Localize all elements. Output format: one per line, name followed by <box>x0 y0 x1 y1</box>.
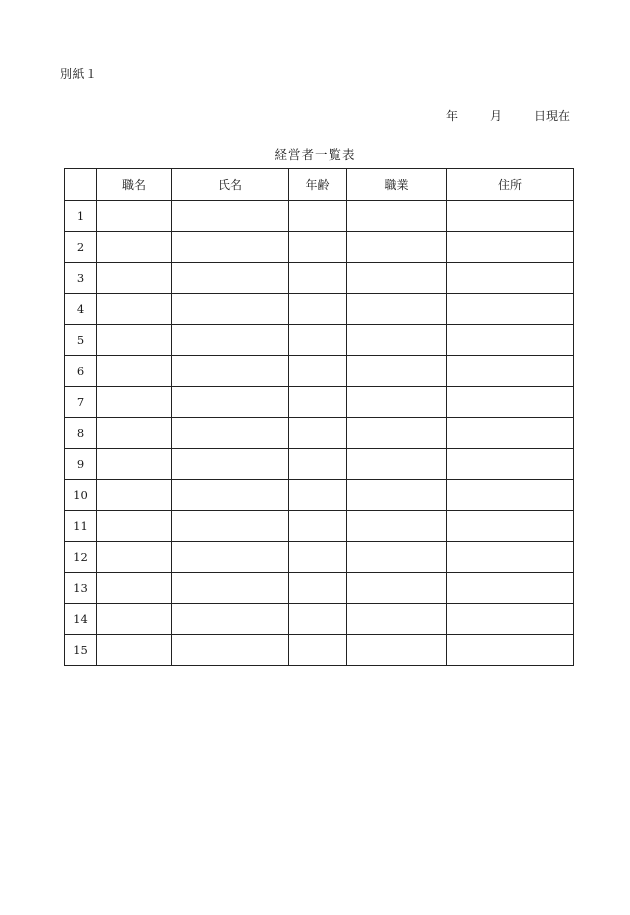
name-cell[interactable] <box>172 635 289 666</box>
occupation-cell[interactable] <box>347 573 447 604</box>
position-cell[interactable] <box>97 604 172 635</box>
position-cell[interactable] <box>97 201 172 232</box>
row-number-cell: 10 <box>65 480 97 511</box>
table-row <box>65 294 574 325</box>
age-cell[interactable] <box>289 263 347 294</box>
row-number-cell: 3 <box>65 263 97 294</box>
age-cell[interactable] <box>289 449 347 480</box>
table-row <box>65 635 574 666</box>
address-cell[interactable] <box>447 325 574 356</box>
address-cell[interactable] <box>447 635 574 666</box>
name-cell[interactable] <box>172 201 289 232</box>
age-cell[interactable] <box>289 542 347 573</box>
age-cell[interactable] <box>289 418 347 449</box>
table-row <box>65 325 574 356</box>
table-row <box>65 232 574 263</box>
header-cell-name: 氏名 <box>172 169 289 201</box>
table-row <box>65 356 574 387</box>
address-cell[interactable] <box>447 604 574 635</box>
address-cell[interactable] <box>447 542 574 573</box>
attachment-label: 別紙１ <box>60 67 98 81</box>
name-cell[interactable] <box>172 325 289 356</box>
table-row <box>65 573 574 604</box>
document-title: 経営者一覧表 <box>274 147 356 162</box>
age-cell[interactable] <box>289 604 347 635</box>
name-cell[interactable] <box>172 480 289 511</box>
position-cell[interactable] <box>97 480 172 511</box>
table-row <box>65 418 574 449</box>
row-number-cell: 7 <box>65 387 97 418</box>
address-cell[interactable] <box>447 356 574 387</box>
age-cell[interactable] <box>289 294 347 325</box>
position-cell[interactable] <box>97 418 172 449</box>
position-cell[interactable] <box>97 356 172 387</box>
occupation-cell[interactable] <box>347 449 447 480</box>
header-cell-address: 住所 <box>447 169 574 201</box>
position-cell[interactable] <box>97 449 172 480</box>
name-cell[interactable] <box>172 263 289 294</box>
name-cell[interactable] <box>172 232 289 263</box>
row-number-cell: 5 <box>65 325 97 356</box>
position-cell[interactable] <box>97 325 172 356</box>
table-row <box>65 263 574 294</box>
header-cell-position: 職名 <box>97 169 172 201</box>
occupation-cell[interactable] <box>347 480 447 511</box>
occupation-cell[interactable] <box>347 232 447 263</box>
date-day-status-label: 日現在 <box>533 109 570 123</box>
occupation-cell[interactable] <box>347 387 447 418</box>
address-cell[interactable] <box>447 449 574 480</box>
table-row <box>65 511 574 542</box>
occupation-cell[interactable] <box>347 635 447 666</box>
row-number-cell: 2 <box>65 232 97 263</box>
header-cell-occupation: 職業 <box>347 169 447 201</box>
row-number-cell: 8 <box>65 418 97 449</box>
table-header-row <box>65 169 574 201</box>
age-cell[interactable] <box>289 232 347 263</box>
occupation-cell[interactable] <box>347 356 447 387</box>
row-number-cell: 14 <box>65 604 97 635</box>
row-number-cell: 9 <box>65 449 97 480</box>
header-cell-index <box>65 169 97 201</box>
position-cell[interactable] <box>97 511 172 542</box>
occupation-cell[interactable] <box>347 604 447 635</box>
address-cell[interactable] <box>447 232 574 263</box>
occupation-cell[interactable] <box>347 325 447 356</box>
address-cell[interactable] <box>447 418 574 449</box>
name-cell[interactable] <box>172 511 289 542</box>
name-cell[interactable] <box>172 294 289 325</box>
address-cell[interactable] <box>447 263 574 294</box>
row-number-cell: 1 <box>65 201 97 232</box>
row-number-cell: 4 <box>65 294 97 325</box>
occupation-cell[interactable] <box>347 294 447 325</box>
name-cell[interactable] <box>172 356 289 387</box>
position-cell[interactable] <box>97 387 172 418</box>
position-cell[interactable] <box>97 635 172 666</box>
position-cell[interactable] <box>97 263 172 294</box>
position-cell[interactable] <box>97 232 172 263</box>
occupation-cell[interactable] <box>347 263 447 294</box>
age-cell[interactable] <box>289 511 347 542</box>
age-cell[interactable] <box>289 573 347 604</box>
date-month-label: 月 <box>489 109 502 123</box>
address-cell[interactable] <box>447 511 574 542</box>
executive-roster-table <box>64 168 574 666</box>
row-number-cell: 13 <box>65 573 97 604</box>
table-row <box>65 542 574 573</box>
table-row <box>65 449 574 480</box>
name-cell[interactable] <box>172 604 289 635</box>
address-cell[interactable] <box>447 573 574 604</box>
row-number-cell: 11 <box>65 511 97 542</box>
age-cell[interactable] <box>289 356 347 387</box>
age-cell[interactable] <box>289 480 347 511</box>
row-number-cell: 12 <box>65 542 97 573</box>
address-cell[interactable] <box>447 201 574 232</box>
date-year-label: 年 <box>445 109 458 123</box>
header-cell-age: 年齢 <box>289 169 347 201</box>
table-row <box>65 480 574 511</box>
as-of-date <box>446 108 570 124</box>
position-cell[interactable] <box>97 542 172 573</box>
name-cell[interactable] <box>172 449 289 480</box>
address-cell[interactable] <box>447 387 574 418</box>
age-cell[interactable] <box>289 387 347 418</box>
position-cell[interactable] <box>97 294 172 325</box>
age-cell[interactable] <box>289 325 347 356</box>
age-cell[interactable] <box>289 635 347 666</box>
row-number-cell: 15 <box>65 635 97 666</box>
name-cell[interactable] <box>172 573 289 604</box>
address-cell[interactable] <box>447 480 574 511</box>
occupation-cell[interactable] <box>347 542 447 573</box>
name-cell[interactable] <box>172 387 289 418</box>
occupation-cell[interactable] <box>347 418 447 449</box>
table-row <box>65 604 574 635</box>
position-cell[interactable] <box>97 573 172 604</box>
occupation-cell[interactable] <box>347 201 447 232</box>
name-cell[interactable] <box>172 542 289 573</box>
table-body <box>65 201 574 666</box>
occupation-cell[interactable] <box>347 511 447 542</box>
table-row <box>65 387 574 418</box>
table-row <box>65 201 574 232</box>
name-cell[interactable] <box>172 418 289 449</box>
age-cell[interactable] <box>289 201 347 232</box>
row-number-cell: 6 <box>65 356 97 387</box>
address-cell[interactable] <box>447 294 574 325</box>
